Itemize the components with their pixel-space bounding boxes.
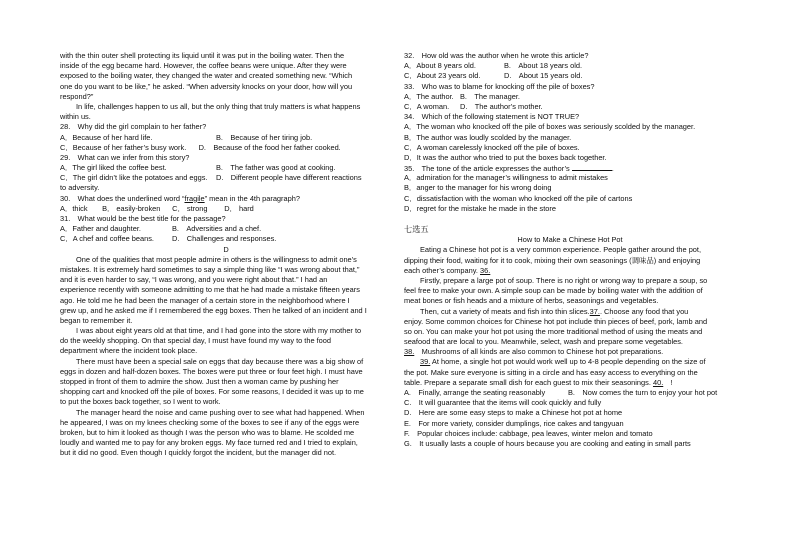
passage-line: within us. xyxy=(60,112,91,122)
question-30-prefix: 30. What does the underlined word “ xyxy=(60,193,185,203)
passage-line xyxy=(404,378,736,388)
passage-line: Eating a Chinese hot pot is a very common experience. People gather around the pot, xyxy=(420,245,702,255)
question-32-options-ab xyxy=(404,61,736,71)
passage-text: ! xyxy=(663,377,673,387)
option-d[interactable]: D．regret for the mistake he made in the store xyxy=(404,203,556,213)
passage-line: respond?” xyxy=(60,91,94,101)
option-f[interactable]: F. Popular choices include: cabbage, pea leaves, winter melon and tomato xyxy=(404,428,653,438)
passage-line: feel free to make your own. A simple soup can be made by boiling water with the addition of xyxy=(404,286,703,296)
sentence-options-ab xyxy=(404,388,736,398)
question-35-text: 35. The tone of the article expresses the author’s xyxy=(404,164,570,174)
option-b[interactable]: B. About 18 years old. xyxy=(504,61,583,71)
passage-line: he appeared, I was on my knees checking some of the boxes to see if any of the eggs were xyxy=(60,417,360,427)
question-35-period: . xyxy=(611,164,614,174)
option-a[interactable]: A．admiration for the manager’s willingness to admit mistakes xyxy=(404,173,608,183)
passage-line: mistakes. It is extremely hard sometimes to say a simple thing like “I was wrong about that,” xyxy=(60,264,360,274)
passage-text: each other’s company. xyxy=(404,265,481,275)
question-28: 28. Why did the girl complain to her father? xyxy=(60,122,207,132)
option-b[interactable]: B．The author was loudly scolded by the manager. xyxy=(404,132,572,142)
left-column xyxy=(60,51,392,459)
option-d[interactable]: D. The author’s mother. xyxy=(460,101,543,111)
passage-line: experience recently with someone admitting to me that he had made a mistake fifteen years xyxy=(60,285,360,295)
article-title: How to Make a Chinese Hot Pot xyxy=(517,235,623,245)
option-a[interactable]: A．Because of her hard life. xyxy=(60,132,153,142)
passage-line xyxy=(404,307,736,317)
option-a[interactable]: A．The girl liked the coffee best. xyxy=(60,163,167,173)
option-d[interactable]: D．It was the author who tried to put the boxes back together. xyxy=(404,152,607,162)
passage-line: One of the qualities that most people admire in others is the willingness to admit one’s xyxy=(76,254,357,264)
question-33-options-cd xyxy=(404,102,736,112)
passage-text: . Choose any food that you xyxy=(599,306,689,316)
passage-line: inside of the egg became hard. However, the coffee beans were unique. After they were xyxy=(60,61,347,71)
question-32: 32. How old was the author when he wrote this article? xyxy=(404,51,589,60)
option-c[interactable]: C．A woman. xyxy=(404,101,450,111)
passage-line: meat bones or fish heads and a mixture of herbs, seasonings and vegetables. xyxy=(404,296,659,306)
option-c[interactable]: C．The girl didn’t like the potatoes and eggs. xyxy=(60,173,208,183)
option-c[interactable]: C． strong xyxy=(172,203,208,213)
option-a[interactable]: A．The woman who knocked off the pile of boxes was seriously scolded by the manager. xyxy=(404,122,696,132)
question-35 xyxy=(404,163,736,173)
option-c[interactable]: C. It will guarantee that the items will cook quickly and fully xyxy=(404,398,602,408)
option-d[interactable]: D． hard xyxy=(224,203,254,213)
passage-text: At home, a single hot pot would work well up to 4-8 people depending on the size of xyxy=(430,357,706,367)
passage-line: dipping their food, waiting for it to cook, mixing their own seasonings (调味品) and enjoying xyxy=(404,255,701,265)
blank-40[interactable]: 40. xyxy=(652,377,664,387)
underlined-word: fragile xyxy=(184,193,205,203)
option-b[interactable]: B． easily-broken xyxy=(102,203,161,213)
option-g[interactable]: G. It usually lasts a couple of hours because you are cooking and eating in small parts xyxy=(404,438,691,448)
passage-text: Mushrooms of all kinds are also common to Chinese hot pot preparations. xyxy=(414,347,664,357)
option-c[interactable]: C．A woman carelessly knocked off the pile of boxes. xyxy=(404,142,580,152)
passage-line: stopped in front of them to admire the show. Just then a woman came by pushing her xyxy=(60,377,339,386)
option-d[interactable]: D. Different people have different reactions xyxy=(216,173,362,183)
option-a[interactable]: A．About 8 years old. xyxy=(404,61,476,71)
section-d-heading: D xyxy=(223,244,229,254)
option-a[interactable]: A．The author. xyxy=(404,91,454,101)
question-29: 29. What can we infer from this story? xyxy=(60,152,190,162)
option-d[interactable]: D. About 15 years old. xyxy=(504,71,583,81)
passage-line: enjoy. Some common choices for Chinese hot pot include thin pieces of beef, pork, lamb and xyxy=(404,316,708,326)
question-31-options-ab xyxy=(60,224,392,234)
section-heading: 七选五 xyxy=(404,225,429,234)
passage-line: Firstly, prepare a large pot of soup. There is no right or wrong way to prepare a soup, so xyxy=(420,275,708,285)
passage-line: do the weekly shopping. On that special day, I must have found my way to the food xyxy=(60,336,332,346)
option-d[interactable]: D. Here are some easy steps to make a Chinese hot pot at home xyxy=(404,408,623,418)
option-e[interactable]: E. For more variety, consider dumplings, rice cakes and tangyuan xyxy=(404,418,624,428)
passage-line: but it did no good. Even though I quickly forgot the incident, but the manager did not. xyxy=(60,448,337,458)
passage-line: and it is even harder to say, “I was wrong, and you were right about that.” I had an xyxy=(60,275,328,285)
option-a[interactable]: A．Father and daughter. xyxy=(60,224,141,234)
passage-line: to put the boxes back together, so I went to work. xyxy=(60,397,221,407)
passage-line: loudly and wanted me to pay for any broken eggs. My face turned red and I tried to explain, xyxy=(60,438,358,448)
answer-blank[interactable] xyxy=(572,163,614,174)
option-c[interactable]: C．dissatisfaction with the woman who knocked off the pile of cartons xyxy=(404,193,633,203)
passage-line: shopping cart and knocked off the pile of boxes. For some reasons, I decided it was up to me xyxy=(60,387,364,397)
option-b[interactable]: B. The manager. xyxy=(460,91,520,101)
passage-line: the pot. Make sure everyone is sitting in a circle and has easy access to everything on the xyxy=(404,367,698,377)
passage-line: department where the incident took place. xyxy=(60,346,198,356)
passage-text: Then, cut a variety of meats and fish into thin slices. xyxy=(420,306,590,316)
passage-line: ago. He told me he had been the manager of a certain store in the neighborhood where I xyxy=(60,295,350,305)
question-30 xyxy=(60,194,392,204)
option-c[interactable]: C．A chef and coffee beans. xyxy=(60,234,154,244)
option-b[interactable]: B. Adversities and a chef. xyxy=(172,224,262,234)
passage-line: There must have been a special sale on eggs that day because there was a big show of xyxy=(76,356,364,366)
question-29-options-ab xyxy=(60,163,392,173)
question-34: 34. Which of the following statement is NOT TRUE? xyxy=(404,112,580,122)
passage-line: eggs in dozen and half-dozen boxes. The boxes were put three or four feet high. I must have xyxy=(60,366,363,376)
option-a[interactable]: A．thick xyxy=(60,203,88,213)
passage-line xyxy=(404,266,736,276)
question-28-options-cd xyxy=(60,143,392,153)
question-31-options-cd xyxy=(60,234,392,244)
question-32-options-cd xyxy=(404,71,736,81)
option-c[interactable]: C．About 23 years old. xyxy=(404,71,481,81)
passage-line: one do you want to be like,” he asked. “When adversity knocks on your door, how will you xyxy=(60,81,353,91)
question-30-suffix: ” mean in the 4th paragraph? xyxy=(204,193,300,203)
passage-line: grew up, and he asked me if I remembered the egg boxes. Then he talked of an incident and I xyxy=(60,305,367,315)
question-33-options-ab xyxy=(404,92,736,102)
option-a[interactable]: A. Finally, arrange the seating reasonably xyxy=(404,388,546,397)
passage-line: with the thin outer shell protecting its liquid until it was put in the boiling water. Then the xyxy=(60,51,345,60)
passage-line: exposed to the boiling water, they changed the water and created something new. “Which xyxy=(60,71,353,81)
question-30-options xyxy=(60,204,392,214)
option-d[interactable]: D. Challenges and responses. xyxy=(172,234,277,244)
passage-line: The manager heard the noise and came pushing over to see what had happened. When xyxy=(76,407,365,417)
question-31: 31. What would be the best title for the passage? xyxy=(60,214,226,223)
option-b[interactable]: B. The father was good at cooking. xyxy=(216,163,336,173)
passage-text: table. Prepare a separate small dish for each guest to mix their seasonings. xyxy=(404,377,651,387)
blank-39[interactable]: 39. xyxy=(420,357,431,367)
passage-line: seafood that are local to you. Meanwhile, select, wash and prepare some vegetables. xyxy=(404,337,683,347)
blank-36[interactable]: 36. xyxy=(480,265,491,275)
passage-line: broken, but to him it looked as though I was the person who was to blame. He scolded me xyxy=(60,427,355,437)
passage-line xyxy=(404,347,736,357)
option-b[interactable]: B. Now comes the turn to enjoy your hot pot xyxy=(568,388,718,397)
passage-line: so on. You can make your hot pot using the more traditional method of using the meats and xyxy=(404,326,703,336)
option-d-continued: to adversity. xyxy=(60,183,100,193)
question-28-options-ab xyxy=(60,133,392,143)
option-b[interactable]: B. Because of her tiring job. xyxy=(216,132,313,142)
passage-line: In life, challenges happen to us all, but the only thing that truly matters is what happens xyxy=(76,101,361,111)
blank-37[interactable]: 37. xyxy=(589,306,600,316)
right-column xyxy=(404,51,736,449)
question-29-options-cd xyxy=(60,173,392,183)
option-b[interactable]: B．anger to the manager for his wrong doing xyxy=(404,183,552,193)
blank-38[interactable]: 38. xyxy=(404,347,415,357)
passage-line xyxy=(404,357,736,367)
option-d[interactable]: D. Because of the food her father cooked. xyxy=(198,142,341,152)
question-33: 33. Who was to blame for knocking off the pile of boxes? xyxy=(404,81,595,91)
passage-line: began to remember it. xyxy=(60,315,133,325)
passage-line: I was about eight years old at that time, and I had gone into the store with my mother to xyxy=(76,326,362,336)
option-c[interactable]: C．Because of her father’s busy work. xyxy=(60,142,187,152)
